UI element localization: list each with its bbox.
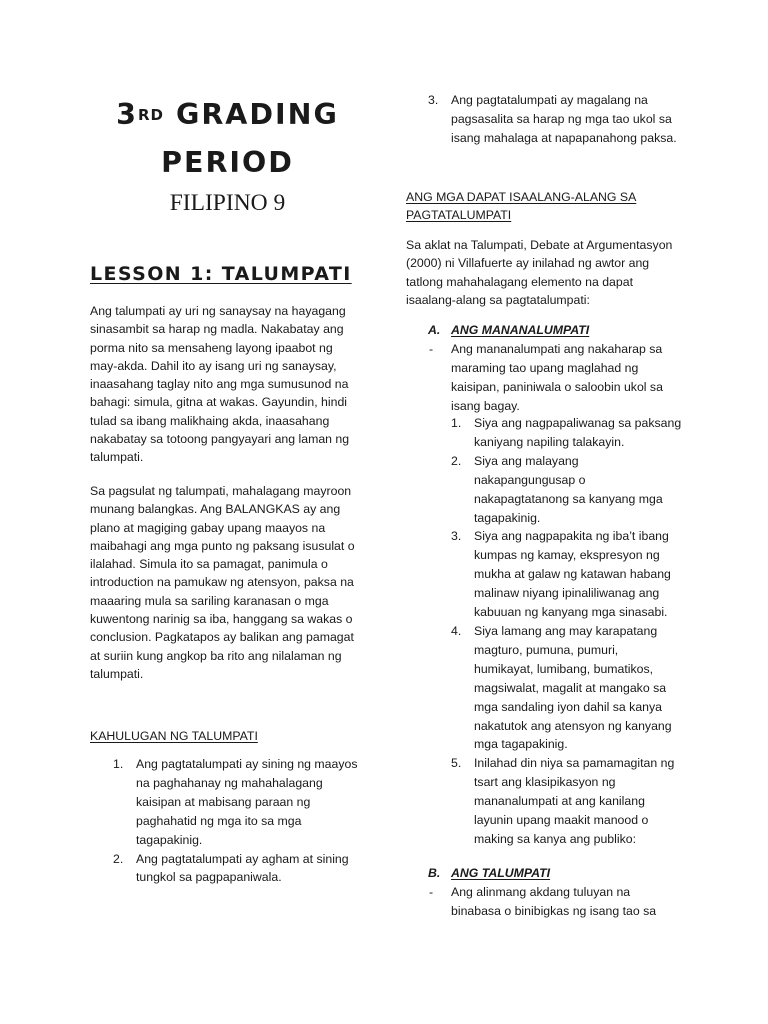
- paragraph-line: maibahagi ang mga punto ng paksang isusulat o: [90, 538, 355, 553]
- paragraph-line: bahagi: simula, gitna at wakas. Gayundin, hindi: [90, 395, 348, 410]
- kahulugan-heading: KAHULUGAN NG TALUMPATI: [90, 729, 258, 743]
- paragraph-line: introduction na pamukaw ng atensyon, paksa na: [90, 575, 354, 590]
- paragraph-line: (2000) ni Villafuerte ay inilahad ng awtor ang: [406, 256, 650, 271]
- section-a-label: A.: [428, 323, 441, 337]
- list-item: [428, 91, 691, 148]
- list-item: [451, 452, 694, 528]
- paragraph-line: Sa pagsulat ng talumpati, mahalagang mayroon: [90, 484, 352, 498]
- paragraph-line: isang bagay.: [451, 398, 520, 413]
- list-number: 1.: [113, 757, 124, 771]
- list-line: Siya ang nagpapaliwanag sa paksang: [474, 416, 682, 430]
- list-line: mananalumpati at ang kanilang: [474, 794, 645, 809]
- title-grading: GRADING: [164, 98, 339, 131]
- list-line: magsiwalat, magalit at mangako sa: [474, 680, 667, 695]
- paragraph-line: may-akda. Dahil ito ay isang uri ng sanaysay,: [90, 358, 337, 373]
- paragraph-line: nakabatay sa totoong pangyayari ang laman ng: [90, 432, 350, 447]
- dapat-heading: [406, 188, 696, 225]
- list-line: paghahatid ng mga ito sa mga: [136, 813, 302, 828]
- section-b-label: B.: [428, 866, 441, 880]
- list-line: tagapakinig.: [136, 832, 203, 847]
- paragraph-line: maraming tao upang maglahad ng: [451, 360, 639, 375]
- paragraph-line: kuwentong narinig sa iba, hanggang sa wakas o: [90, 612, 353, 627]
- list-item: [113, 850, 376, 888]
- list-line: malinaw niyang ipinaliliwanag ang: [474, 586, 660, 601]
- section-b-description: [429, 883, 701, 921]
- list-line: layunin upang maakit manood o: [474, 813, 649, 828]
- list-line: tungkol sa pagpapaniwala.: [136, 870, 282, 885]
- heading-line: ANG MGA DAPAT ISAALANG-ALANG SA: [406, 190, 637, 204]
- list-line: Ang pagtatalumpati ay magalang na: [451, 93, 648, 107]
- list-line: mga sandaling iyon dahil sa kanya: [474, 699, 662, 714]
- paragraph-line: plano at magiging gabay upang maayos na: [90, 520, 326, 535]
- list-item: [451, 754, 694, 849]
- list-line: humikayat, lumibang, bumatikos,: [474, 661, 654, 676]
- paragraph-line: sinasambit sa harap ng madla. Nakabatay ang: [90, 322, 344, 337]
- dash-bullet: -: [429, 885, 434, 899]
- paragraph-line: talumpati.: [90, 666, 144, 681]
- paragraph-line: conclusion. Pagkatapos ay balikan ang pamagat: [90, 630, 354, 645]
- list-line: nakatutok ang atensyon ng kanyang: [474, 718, 672, 733]
- paragraph-line: munang balangkas. Ang BALANGKAS ay ang: [90, 502, 341, 517]
- list-number: 3.: [428, 93, 439, 107]
- list-line: pagsasalita sa harap ng mga tao ukol sa: [451, 111, 672, 126]
- list-line: mukha at galaw ng katawan habang: [474, 567, 671, 582]
- list-line: Ang pagtatalumpati ay agham at sining: [136, 851, 349, 866]
- list-item: [451, 527, 694, 622]
- title-number: 3: [116, 98, 138, 131]
- dash-bullet: -: [429, 342, 434, 356]
- paragraph-line: inaasahang taglay nito ang mga sumusunod na: [90, 377, 349, 392]
- list-line: tsart ang klasipikasyon ng: [474, 775, 616, 790]
- list-line: kaniyang napiling talakayin.: [474, 434, 625, 449]
- list-line: kumpas ng kamay, ekspresyon ng: [474, 548, 660, 563]
- list-line: tagapakinig.: [474, 510, 541, 525]
- list-number: 2.: [451, 453, 462, 468]
- list-number: 4.: [451, 623, 462, 638]
- list-line: Ang pagtatalumpati ay sining ng maayos: [136, 757, 358, 771]
- dapat-intro-paragraph: [406, 236, 696, 309]
- paragraph-line: Ang alinmang akdang tuluyan na: [451, 885, 631, 899]
- subject-title: FILIPINO 9: [169, 190, 286, 216]
- list-number: 1.: [451, 416, 462, 430]
- paragraph-line: maaaring mula sa sariling karanasan o mga: [90, 593, 329, 608]
- page-title: [90, 93, 365, 185]
- list-line: Siya lamang ang may karapatang: [474, 623, 658, 638]
- kahulugan-list: [113, 755, 376, 887]
- section-b-title: ANG TALUMPATI: [451, 866, 551, 880]
- title-ordinal: RD: [138, 106, 165, 124]
- paragraph-line: Ang talumpati ay uri ng sanaysay na hayagang: [90, 304, 346, 318]
- paragraph-line: ilalahad. Simula ito sa pamagat, panimula o: [90, 557, 328, 572]
- paragraph-line: isaalang-alang sa pagtatalumpati:: [406, 292, 590, 307]
- list-item: [113, 755, 376, 850]
- section-a-title: ANG MANANALUMPATI: [451, 323, 590, 337]
- paragraph-line: Sa aklat na Talumpati, Debate at Argumentasyon: [406, 238, 673, 252]
- list-line: Siya ang nagpapakita ng iba’t ibang: [474, 529, 669, 544]
- list-line: mga tagapakinig.: [474, 737, 568, 752]
- list-number: 2.: [113, 851, 124, 866]
- paragraph-line: Ang mananalumpati ang nakaharap sa: [451, 342, 663, 356]
- list-number: 5.: [451, 756, 462, 771]
- list-line: na paghahanay ng mahahalagang: [136, 775, 323, 790]
- list-line: nakapagtatanong sa kanyang mga: [474, 491, 663, 506]
- paragraph-line: at suriin kung angkop ba rito ang nilalaman ng: [90, 648, 342, 663]
- list-line: making sa kanya ang publiko:: [474, 831, 637, 846]
- list-line: isang mahalaga at napapanahong paksa.: [451, 130, 677, 145]
- balangkas-paragraph: [90, 482, 370, 683]
- paragraph-line: porma nito sa mensaheng layong ipaabot ng: [90, 340, 333, 355]
- list-line: kabuuan ng kanyang mga sinasabi.: [474, 605, 668, 620]
- mananalumpati-list: [451, 414, 694, 849]
- kahulugan-list-continued: [428, 91, 691, 148]
- list-line: nakapangungusap o: [474, 472, 586, 487]
- paragraph-line: talumpati.: [90, 450, 144, 465]
- list-line: kaisipan at mabisang paraan ng: [136, 794, 311, 809]
- paragraph-line: tatlong mahahalagang elemento na dapat: [406, 274, 633, 289]
- paragraph-line: kaisipan, paniniwala o saloobin ukol sa: [451, 379, 663, 394]
- list-line: magturo, pumuna, pumuri,: [474, 642, 619, 657]
- section-a-description: [429, 340, 701, 416]
- heading-line: PAGTATALUMPATI: [406, 208, 512, 223]
- list-line: Inilahad din niya sa pamamagitan ng: [474, 756, 675, 771]
- list-number: 3.: [451, 529, 462, 544]
- paragraph-line: tulad sa ibang malikhaing akda, inaasahang: [90, 413, 330, 428]
- list-item: [451, 622, 694, 754]
- lesson-heading: LESSON 1: TALUMPATI: [90, 263, 352, 285]
- list-line: Siya ang malayang: [474, 453, 579, 468]
- paragraph-line: binabasa o binibigkas ng isang tao sa: [451, 903, 657, 918]
- title-period: PERIOD: [161, 146, 294, 179]
- intro-paragraph: [90, 302, 370, 467]
- list-item: [451, 414, 694, 452]
